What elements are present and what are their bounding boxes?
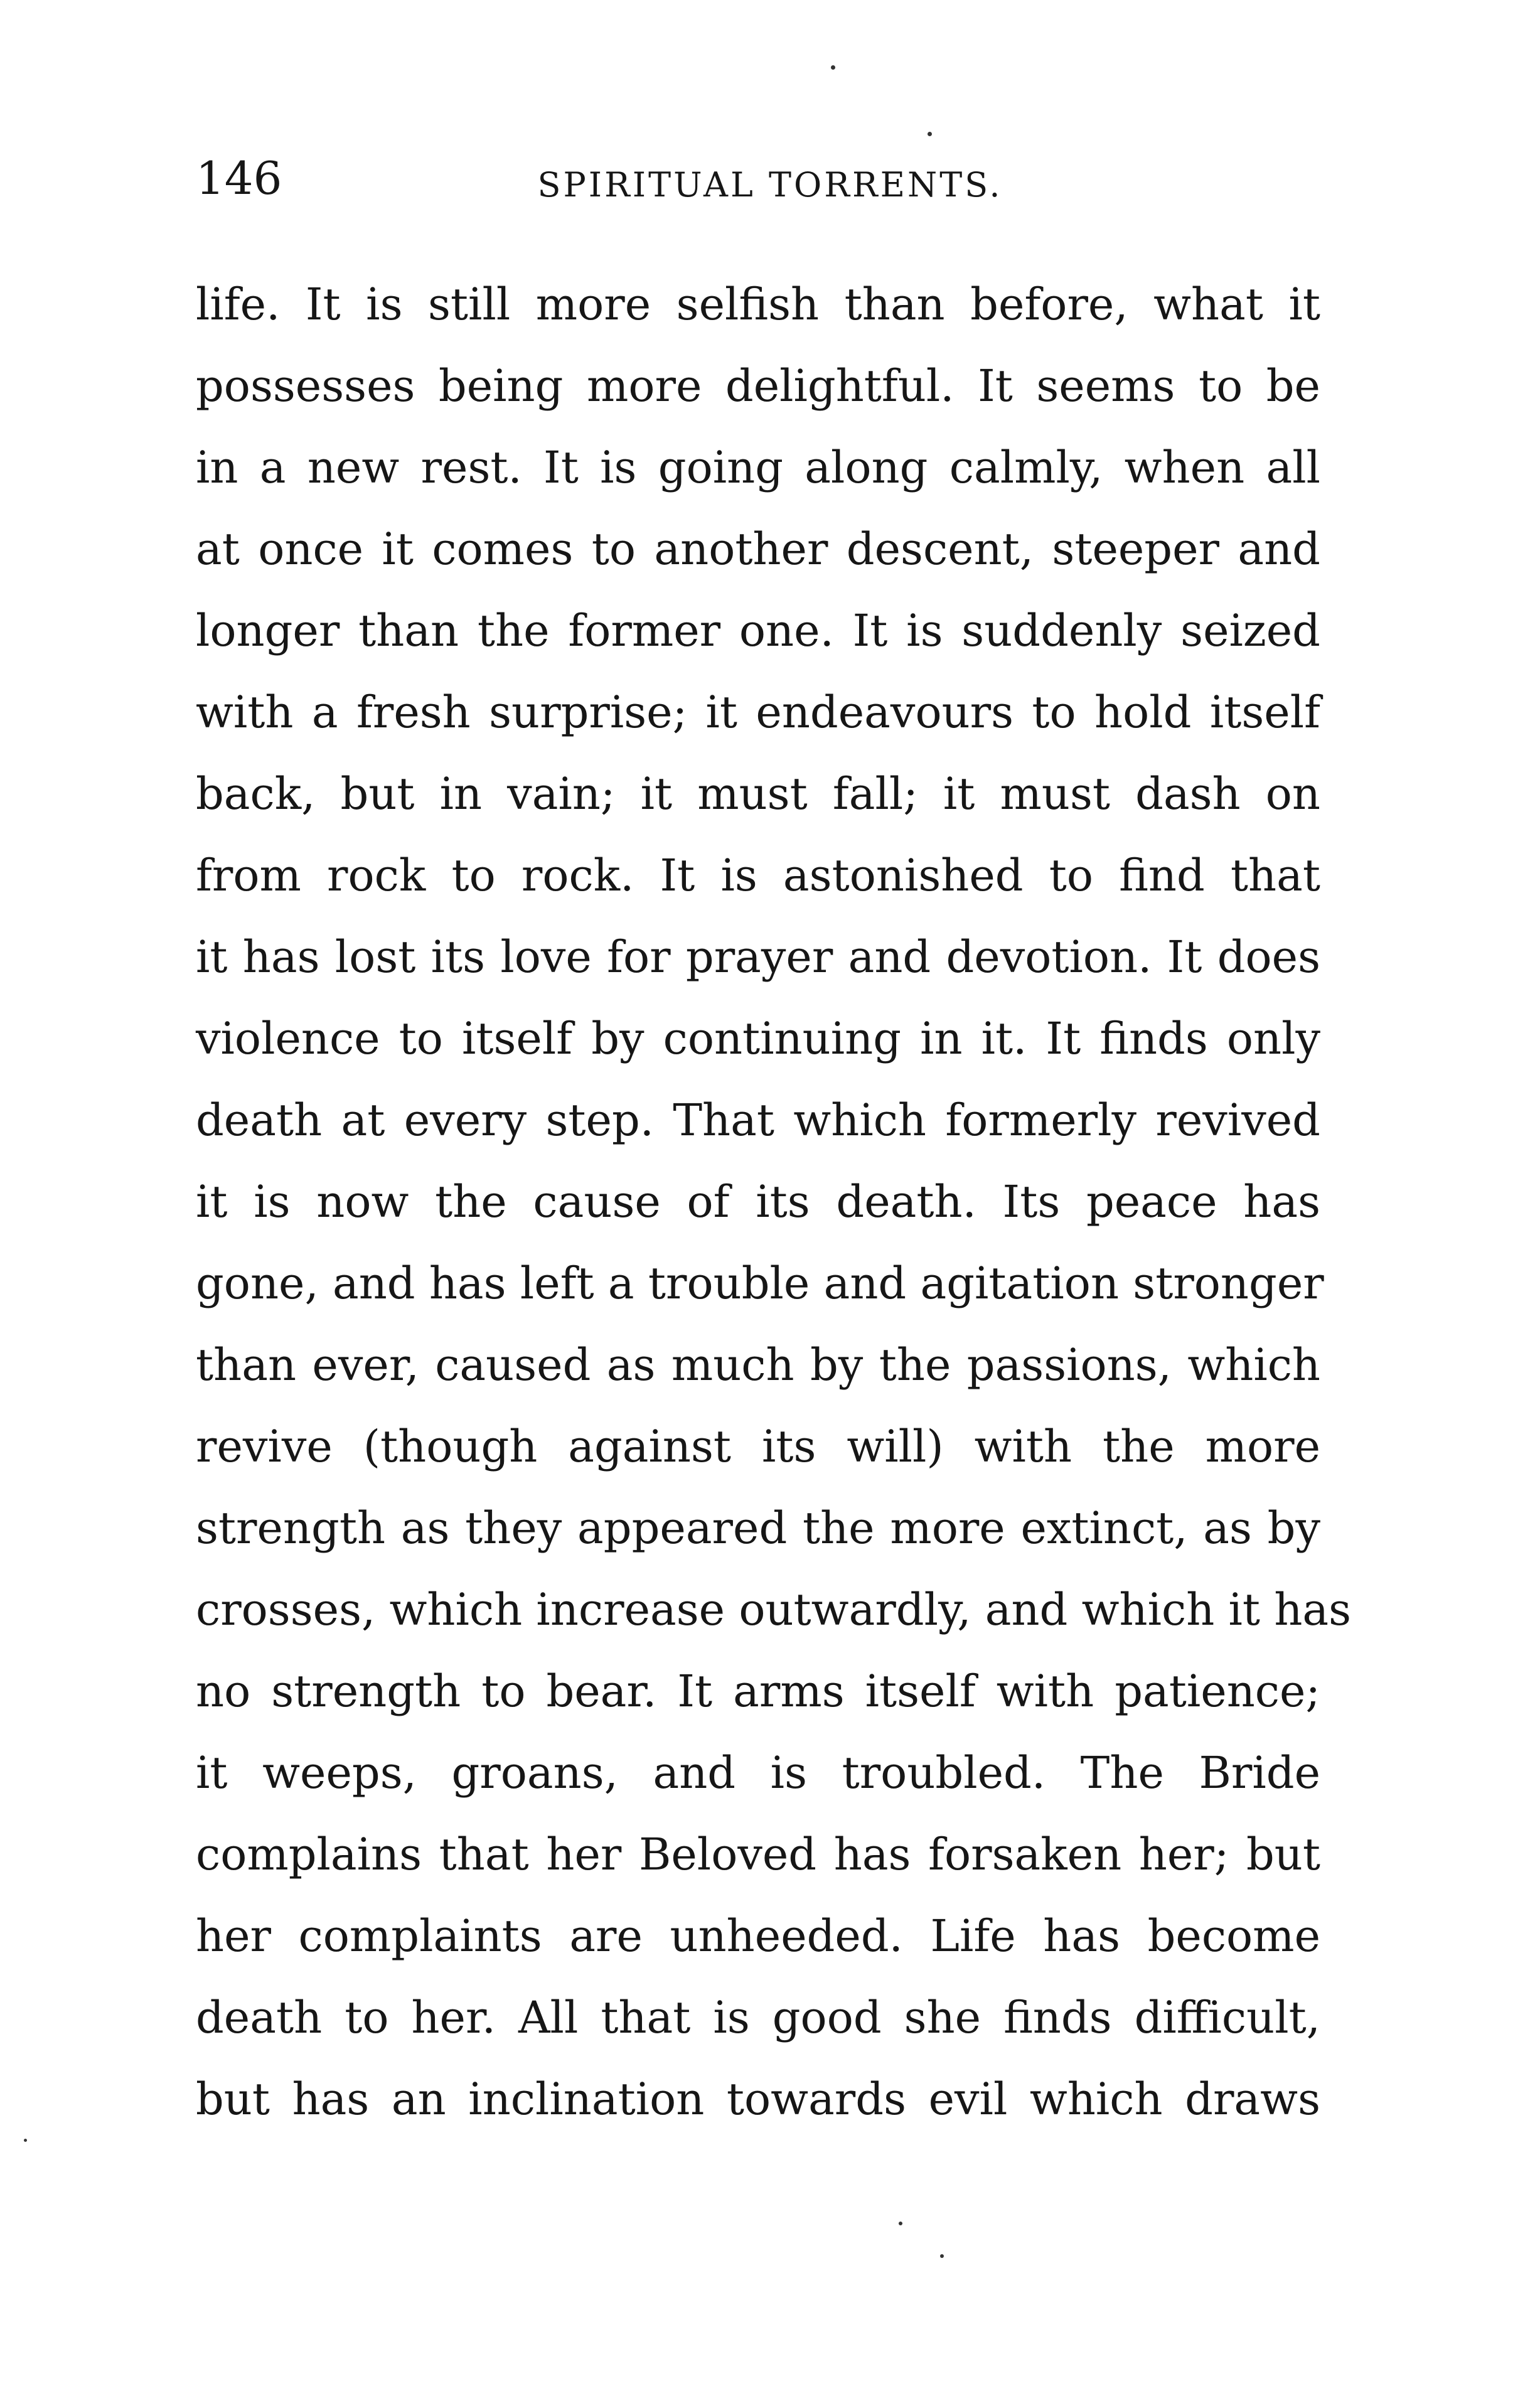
text-line: back, but in vain; it must fall; it must dash on [196,768,1320,820]
text-line: strength as they appeared the more extinct, as by [196,1502,1320,1554]
text-line: crosses, which increase outwardly, and which it has [196,1584,1352,1635]
text-line: no strength to bear. It arms itself with patience; [196,1666,1320,1717]
text-line: than ever, caused as much by the passions, which [196,1339,1320,1391]
body-text [196,264,1352,2140]
text-line: from rock to rock. It is astonished to find that [196,850,1320,901]
ink-speck [928,132,932,136]
text-line: with a fresh surprise; it endeavours to hold itself [196,687,1320,738]
ink-speck [24,2139,27,2142]
text-line: in a new rest. It is going along calmly, when all [196,442,1320,493]
text-line: violence to itself by continuing in it. It finds only [196,1013,1320,1064]
text-line: gone, and has left a trouble and agitation stronger [196,1258,1324,1309]
text-line: it weeps, groans, and is troubled. The Bride [196,1747,1320,1799]
ink-speck [831,65,835,70]
ink-speck [899,2222,902,2225]
text-line: longer than the former one. It is suddenly seized [196,605,1320,656]
text-line: death to her. All that is good she finds difficult, [196,1992,1320,2043]
text-line: death at every step. That which formerly revived [196,1094,1320,1146]
text-line: revive (though against its will) with the more [196,1421,1320,1472]
ink-speck [940,2254,944,2258]
text-line: complains that her Beloved has forsaken her; but [196,1829,1320,1880]
text-line: it is now the cause of its death. Its peace has [196,1176,1320,1228]
running-head: SPIRITUAL TORRENTS. [537,165,1003,205]
text-line: at once it comes to another descent, steeper and [196,523,1320,575]
text-line: but has an inclination towards evil which draws [196,2073,1320,2125]
text-line: it has lost its love for prayer and devotion. It does [196,931,1320,983]
page-number: 146 [196,152,282,205]
text-line: her complaints are unheeded. Life has become [196,1910,1320,1962]
text-line: possesses being more delightful. It seems to be [196,360,1320,412]
text-line: life. It is still more selfish than before, what it [196,279,1320,330]
